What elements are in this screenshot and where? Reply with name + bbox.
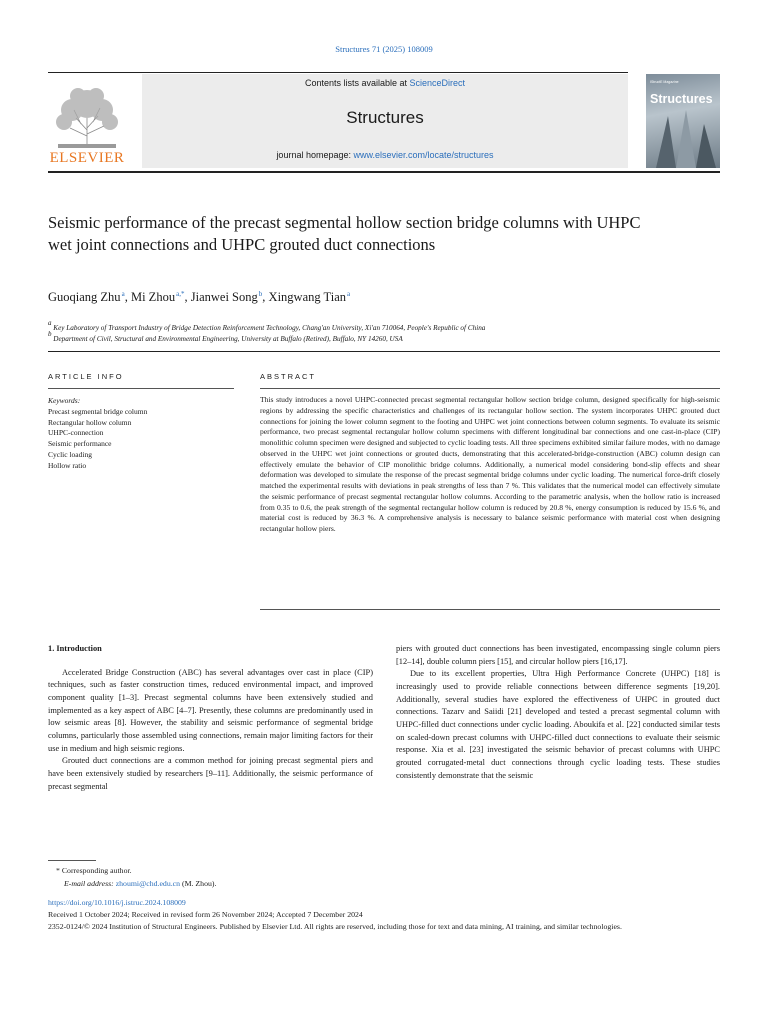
homepage-link[interactable]: www.elsevier.com/locate/structures	[353, 150, 494, 160]
author-affiliation-sup[interactable]: a	[347, 290, 351, 298]
affiliation-text: Key Laboratory of Transport Industry of Bridge Detection Reinforcement Technology, Chang'an University, Xi'an 710064, People's Republic of China	[53, 324, 486, 332]
abstract-heading: ABSTRACT	[260, 372, 317, 381]
email-line	[48, 878, 720, 891]
author-name[interactable]: Jianwei Song	[190, 290, 258, 304]
body-paragraph: Due to its excellent properties, Ultra High Performance Concrete (UHPC) [18] is increasingly used to provide reliable connections between difference segments [19,20]. Additionally, several studies have explored the effectiveness of UHPC in grouted duct connections. Tazarv and Saiidi [21] developed and tested a precast segmental column with UHPC-filled duct connections under cyclic loading. Aboukifa et al. [22] conducted similar tests on scaled-down precast columns with UHPC-filled duct connections to evaluate their seismic response. Xia et al. [23] investigated the seismic behavior of precast columns with UHPC grouted corrugated-metal duct connections through cyclic loading tests. These studies consistently demonstrate that the seismic	[396, 669, 720, 780]
doi-link[interactable]: https://doi.org/10.1016/j.istruc.2024.108009	[48, 898, 186, 907]
received-dates: Received 1 October 2024; Received in revised form 26 November 2024; Accepted 7 December 2024	[48, 910, 363, 920]
keyword-item: Precast segmental bridge column	[48, 406, 148, 416]
publication-info	[48, 897, 720, 934]
header-top-rule	[48, 72, 628, 73]
body-paragraph: Grouted duct connections are a common method for joining precast segmental piers and have been extensively studied by researchers [9–11]. Additionally, the seismic performance of precast segmental	[48, 756, 373, 791]
body-column-right	[396, 643, 720, 782]
email-suffix: (M. Zhou).	[180, 878, 217, 888]
keyword-item: Cyclic loading	[48, 449, 92, 459]
article-info-rule	[48, 388, 234, 389]
journal-reference-link[interactable]: Structures 71 (2025) 108009	[335, 44, 433, 54]
homepage-prefix: journal homepage:	[276, 150, 354, 160]
keywords-block	[48, 396, 234, 472]
author-name[interactable]: Xingwang Tian	[268, 290, 346, 304]
author-list: Guoqiang Zhu $^a$, Mi Zhou $^{a,*}$, Jianwei Song $^b$, Xingwang Tian $^a$	[48, 290, 351, 304]
section-divider	[48, 351, 720, 352]
journal-cover-thumbnail[interactable]	[646, 74, 720, 168]
affiliation-marker: b	[48, 330, 52, 338]
body-paragraph: piers with grouted duct connections has been investigated, encompassing single column piers [12–14], double column piers [15], and circular hollow piers [16,17].	[396, 644, 720, 666]
affiliation-marker: a	[48, 319, 52, 327]
abstract-text: This study introduces a novel UHPC-connected precast segmental rectangular hollow section bridge column, designed specifically for high-seismic regions by addressing the specific characteristics and challenges of its rectangular hollow section. The system incorporates UHPC grouted duct connections for joining the lower column segment to the footing and UHPC wet joint connections between column segments. To evaluate its seismic performance, two precast segmental rectangular hollow column specimens with different longitudinal bar connections and one cast-in-place (CIP) monolithic column specimen were designed and subjected to cyclic loading tests. All three specimens exhibited similar failure modes, with no damage observed in the UHPC wet joint connections or grouted ducts, demonstrating that this accelerated-bridge-construction (ABC) column design can effectively emulate the behavior of CIP monolithic bridge columns. Additionally, a numerical model considering bond-slip effects and shear deformation was developed to simulate the response of the precast segmental bridge columns under cyclic loading. The numerical force-drift closely matched the experimental results with deviations in peak strengths of less than 7 %. This validates that the numerical model can effectively simulate the seismic performance of precast segmental rectangular hollow columns. According to the parametric analysis, when the hollow ratio is increased from 0.35 to 0.6, the peak strength of the segmental rectangular hollow column is reduced by 20.8 %, energy consumption is reduced by 15.6 %, and material cost is reduced by 36.3 %. A comprehensive analysis is necessary to balance seismic performance with material cost when designing rectangular hollow piers.	[260, 395, 720, 533]
corresponding-author-note: * Corresponding author.	[56, 866, 132, 875]
body-paragraph: Accelerated Bridge Construction (ABC) has several advantages over cast in place (CIP) techniques, such as faster construction times, reduced environmental impact, and improved component quality [1–3]. Precast segmental columns have been extensively studied and implemented as a key aspect of ABC [4–7]. Presently, these columns are predominantly used in low seismic areas [8]. However, the stability and seismic performance of segmental bridge columns, particularly those assembled using connections, remain major limiting factors for their use in medium and high seismic regions.	[48, 667, 373, 753]
publisher-wordmark: ELSEVIER	[49, 150, 125, 166]
header-bottom-rule	[48, 171, 720, 173]
section-heading: 1. Introduction	[48, 644, 102, 653]
affiliation-text: Department of Civil, Structural and Environmental Engineering, University at Buffalo (Retired), Buffalo, NY 14260, USA	[53, 335, 403, 343]
footnotes	[48, 865, 720, 890]
author-affiliation-sup[interactable]: a,*	[176, 290, 185, 298]
keyword-item: Rectangular hollow column	[48, 417, 132, 427]
body-column-left	[48, 643, 373, 793]
cover-title: Structures	[650, 92, 713, 106]
cover-small-text: IStructE Magazine	[650, 80, 679, 84]
email-label: E-mail address:	[64, 878, 116, 888]
journal-name: Structures	[346, 108, 424, 127]
keyword-item: Seismic performance	[48, 439, 112, 449]
contents-available-line	[142, 78, 628, 88]
sciencedirect-link[interactable]: ScienceDirect	[409, 78, 466, 88]
footnote-rule	[48, 860, 96, 861]
author-affiliation-sup[interactable]: a	[121, 290, 125, 298]
author-name[interactable]: Guoqiang Zhu	[48, 290, 121, 304]
email-link[interactable]: zhoumi@chd.edu.cn	[115, 878, 181, 888]
abstract-bottom-rule	[260, 609, 720, 610]
keyword-item: Hollow ratio	[48, 460, 87, 470]
cover-building-image	[646, 110, 720, 168]
article-title: Seismic performance of the precast segmental hollow section bridge columns with UHPC wet joint connections and UHPC grouted duct connections	[48, 213, 641, 254]
contents-prefix: Contents lists available at	[304, 78, 410, 88]
author-name[interactable]: Mi Zhou	[130, 290, 176, 304]
copyright-notice: 2352-0124/© 2024 Institution of Structural Engineers. Published by Elsevier Ltd. All rights are reserved, including those for text and data mining, AI training, and similar technologies.	[48, 922, 622, 932]
affiliation-b	[48, 330, 720, 343]
keyword-item: UHPC-connection	[48, 428, 104, 438]
author-affiliation-sup[interactable]: b	[258, 290, 263, 298]
keywords-label: Keywords:	[48, 396, 81, 405]
journal-homepage-line	[142, 150, 628, 160]
abstract-rule	[260, 388, 720, 389]
article-info-heading: ARTICLE INFO	[48, 372, 124, 381]
